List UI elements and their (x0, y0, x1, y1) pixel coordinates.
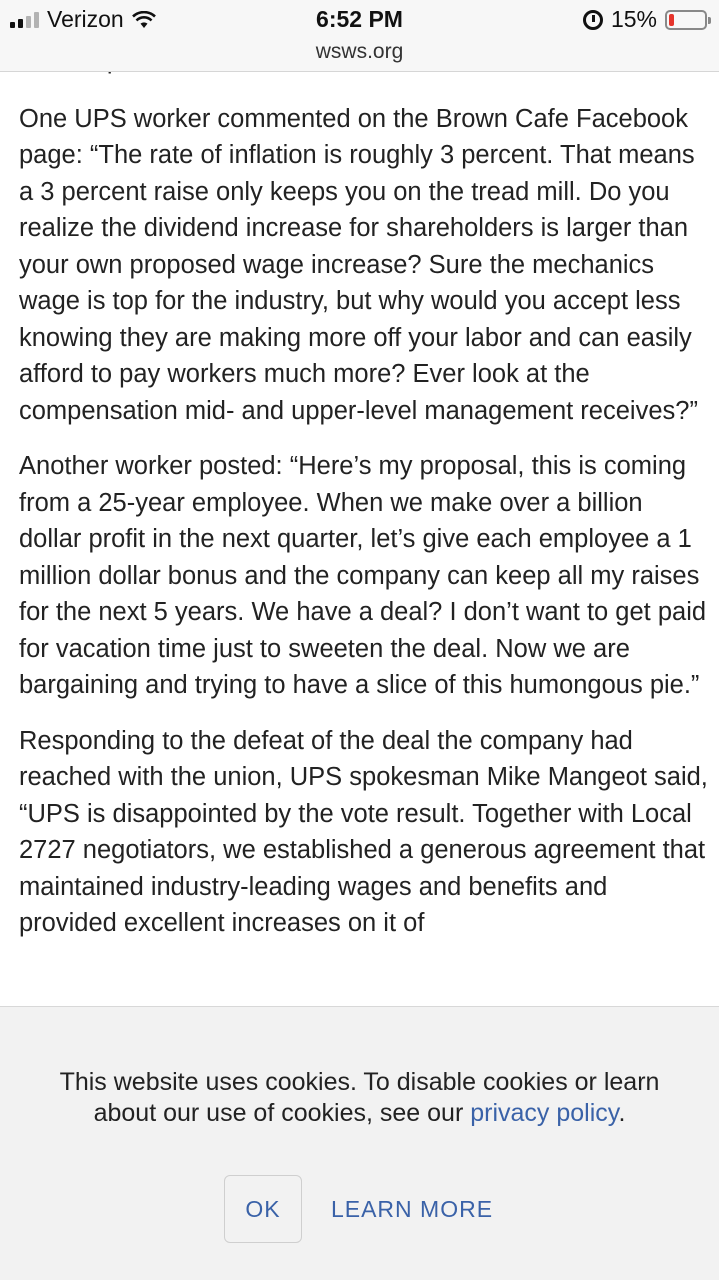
article-paragraph: Another worker posted: “Here’s my proposal, this is coming from a 25-year employee. When we make over a billion dollar profit in the next quarter, let’s give each employee a 1 million dollar bonus and the company can keep all my raises for the next 5 years. We have a deal? I don’t want to get paid for vacation time just to sweeten the deal. Now we are bargaining and trying to have a slice of this humongous pie.” (19, 452, 707, 699)
battery-level-fill (669, 14, 674, 26)
address-url[interactable]: wsws.org (315, 40, 404, 63)
learn-more-button[interactable]: LEARN MORE (320, 1175, 504, 1243)
privacy-policy-link[interactable]: privacy policy (470, 1099, 619, 1127)
cookie-banner (0, 1006, 719, 1280)
cookie-message-suffix: . (618, 1099, 626, 1127)
article-body (19, 42, 709, 961)
battery-icon (665, 10, 707, 30)
article-paragraph: Responding to the defeat of the deal the company had reached with the union, UPS spokesman Mike Mangeot said, “UPS is disappointed by the vote result. Together with Local 2727 negotiators, we established a generous agreement that maintained industry-leading wages and benefits and provided excellent increases on it of (19, 726, 708, 937)
cookie-message-text: This website uses cookies. To disable cookies or learn about our use of cookies, see our (59, 1068, 660, 1127)
clock: 6:52 PM (316, 6, 403, 32)
battery-percent: 15% (610, 6, 657, 32)
status-bar (0, 0, 719, 72)
ok-button[interactable]: OK (224, 1175, 302, 1243)
cookie-message (50, 1067, 669, 1129)
alarm-icon (583, 10, 603, 30)
status-right (583, 6, 707, 33)
carrier-label: Verizon (47, 6, 124, 32)
article-paragraph: One UPS worker commented on the Brown Cafe Facebook page: “The rate of inflation is roughly 3 percent. That means a 3 percent raise only keeps you on the tread mill. Do you realize the dividend increase for shareholders is larger than your own proposed wage increase? Sure the mechanics wage is top for the industry, but why would you accept less knowing they are making more off your labor and can easily afford to pay workers much more? Ever look at the compensation mid- and upper-level management receives?” (19, 104, 698, 425)
